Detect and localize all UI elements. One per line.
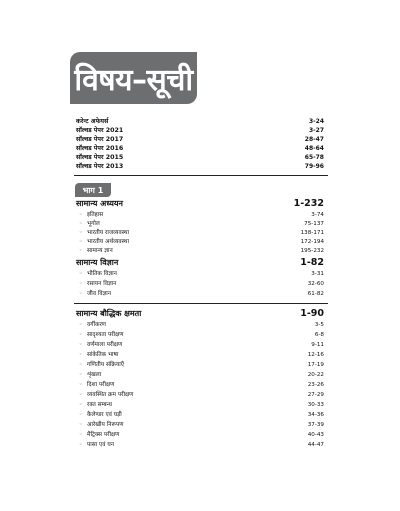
toc-subentry[interactable]: [79, 219, 324, 227]
toc-entry[interactable]: [76, 152, 324, 161]
bullet-icon: ◦: [79, 390, 83, 398]
toc-subentry-label: कैलेण्डर एवं घड़ी: [87, 412, 122, 418]
toc-entry-label: सॉल्वड पेपर 2013: [76, 163, 124, 170]
toc-subentry-pages: 12-16: [307, 351, 324, 358]
toc-subentry-pages: 3-74: [311, 211, 324, 218]
toc-subentry-label: रसायन विज्ञान: [87, 281, 117, 287]
toc-entry-pages: 48-64: [304, 145, 324, 152]
bullet-icon: ◦: [79, 370, 83, 378]
part-label: भाग 1: [82, 185, 104, 195]
toc-subentry-pages: 17-19: [307, 361, 324, 368]
toc-subentry-label: भारतीय राजव्यवस्था: [87, 230, 130, 236]
bullet-icon: ◦: [79, 279, 83, 287]
toc-subentry-label: वर्णमाला परीक्षण: [87, 342, 123, 348]
bullet-icon: ◦: [79, 360, 83, 368]
toc-subentry-pages: 37-39: [307, 421, 324, 428]
toc-subentry[interactable]: [79, 350, 324, 358]
toc-subentry[interactable]: [79, 246, 324, 254]
toc-subentry[interactable]: [79, 279, 324, 287]
toc-entry[interactable]: [76, 161, 324, 170]
toc-subentry-label: सामान्य ज्ञान: [87, 248, 113, 254]
bullet-icon: ◦: [79, 320, 83, 328]
toc-subentry-pages: 3-5: [314, 321, 324, 328]
toc-subentry[interactable]: [79, 237, 324, 245]
section-heading[interactable]: [76, 308, 324, 319]
toc-entry-label: सॉल्वड पेपर 2021: [76, 127, 124, 134]
bullet-icon: ◦: [79, 210, 83, 218]
toc-subentry[interactable]: [79, 430, 324, 438]
section-title: सामान्य विज्ञान: [76, 258, 119, 267]
bullet-icon: ◦: [79, 246, 83, 254]
toc-entry[interactable]: [76, 134, 324, 143]
toc-subentry-label: रक्त सम्बन्ध: [87, 402, 112, 408]
toc-subentry[interactable]: [79, 340, 324, 348]
toc-entry-pages: 3-27: [308, 127, 324, 134]
toc-subentry-label: वर्गीकरण: [87, 322, 107, 328]
toc-subentry[interactable]: [79, 380, 324, 388]
section-pages: 1-90: [300, 308, 324, 319]
toc-entry-label: सॉल्वड पेपर 2016: [76, 145, 124, 152]
toc-subentry-pages: 30-33: [307, 401, 324, 408]
bullet-icon: ◦: [79, 410, 83, 418]
section-title: सामान्य अध्ययन: [76, 199, 123, 208]
toc-subentry-pages: 3-31: [311, 270, 324, 277]
toc-subentry-pages: 195-232: [300, 247, 324, 254]
toc-entry-pages: 79-96: [304, 163, 324, 170]
bullet-icon: ◦: [79, 269, 83, 277]
toc-subentry[interactable]: [79, 390, 324, 398]
bullet-icon: ◦: [79, 440, 83, 448]
toc-subentry-label: भौतिक विज्ञान: [87, 271, 117, 277]
toc-entry-pages: 3-24: [308, 118, 324, 125]
bullet-icon: ◦: [79, 330, 83, 338]
bullet-icon: ◦: [79, 237, 83, 245]
toc-subentry-pages: 20-22: [307, 371, 324, 378]
toc-subentry-pages: 32-60: [307, 280, 324, 287]
bullet-icon: ◦: [79, 400, 83, 408]
toc-subentry-pages: 61-82: [307, 290, 324, 297]
bullet-icon: ◦: [79, 340, 83, 348]
toc-subentry-label: भारतीय अर्थव्यवस्था: [87, 239, 130, 245]
bullet-icon: ◦: [79, 380, 83, 388]
divider: [74, 175, 328, 176]
bullet-icon: ◦: [79, 420, 83, 428]
toc-subentry-label: मैट्रिक्स परीक्षण: [87, 432, 120, 438]
toc-subentry-label: सादृश्यता परीक्षण: [87, 332, 124, 338]
toc-subentry[interactable]: [79, 410, 324, 418]
toc-entry-pages: 28-47: [304, 136, 324, 143]
bullet-icon: ◦: [79, 350, 83, 358]
toc-entry-label: सॉल्वड पेपर 2017: [76, 136, 124, 143]
toc-subentry[interactable]: [79, 269, 324, 277]
toc-subentry[interactable]: [79, 370, 324, 378]
toc-subentry[interactable]: [79, 228, 324, 236]
toc-entry[interactable]: [76, 116, 324, 125]
toc-subentry[interactable]: [79, 420, 324, 428]
toc-subentry-pages: 23-26: [307, 381, 324, 388]
toc-subentry-label: शृंखला: [87, 372, 102, 378]
toc-entry-label: सॉल्वड पेपर 2015: [76, 154, 124, 161]
page-title: विषय–सूची: [74, 62, 193, 98]
section-pages: 1-82: [300, 257, 324, 268]
toc-subentry-label: पासा एवं घन: [87, 442, 114, 448]
toc-subentry-label: इतिहास: [87, 212, 104, 218]
toc-subentry[interactable]: [79, 360, 324, 368]
bullet-icon: ◦: [79, 430, 83, 438]
toc-entry-pages: 65-78: [304, 154, 324, 161]
toc-subentry-label: सांकेतिक भाषा: [87, 352, 119, 358]
toc-subentry[interactable]: [79, 330, 324, 338]
toc-subentry-pages: 34-36: [307, 411, 324, 418]
toc-subentry[interactable]: [79, 320, 324, 328]
toc-subentry[interactable]: [79, 440, 324, 448]
toc-subentry-pages: 40-43: [307, 431, 324, 438]
toc-subentry[interactable]: [79, 400, 324, 408]
toc-subentry-pages: 75-137: [304, 220, 324, 227]
toc-subentry-label: गणितीय संक्रियाएँ: [87, 362, 124, 368]
contents-title-banner: [70, 52, 197, 104]
toc-subentry-pages: 172-194: [300, 238, 324, 245]
part-badge: [75, 183, 111, 197]
toc-subentry[interactable]: [79, 210, 324, 218]
toc-subentry[interactable]: [79, 289, 324, 297]
toc-subentry-pages: 9-11: [311, 341, 324, 348]
toc-subentry-pages: 27-29: [307, 391, 324, 398]
toc-subentry-label: आरेखीय निरूपण: [87, 422, 124, 428]
section-pages: 1-232: [293, 198, 324, 209]
toc-entry[interactable]: [76, 125, 324, 134]
section-title: सामान्य बौद्धिक क्षमता: [76, 309, 142, 318]
toc-subentry-pages: 6-8: [314, 331, 324, 338]
section-heading[interactable]: [76, 198, 324, 209]
toc-subentry-label: जीव विज्ञान: [87, 291, 112, 297]
bullet-icon: ◦: [79, 289, 83, 297]
toc-subentry-label: दिशा परीक्षण: [87, 382, 115, 388]
toc-subentry-label: व्यवस्थित क्रम परीक्षण: [87, 392, 134, 398]
toc-subentry-label: भूगोल: [87, 221, 100, 227]
section-heading[interactable]: [76, 257, 324, 268]
bullet-icon: ◦: [79, 228, 83, 236]
bullet-icon: ◦: [79, 219, 83, 227]
divider: [74, 303, 328, 304]
toc-subentry-pages: 138-171: [300, 229, 324, 236]
toc-entry-label: करेन्ट अफेयर्स: [76, 118, 109, 125]
toc-subentry-pages: 44-47: [307, 441, 324, 448]
toc-entry[interactable]: [76, 143, 324, 152]
